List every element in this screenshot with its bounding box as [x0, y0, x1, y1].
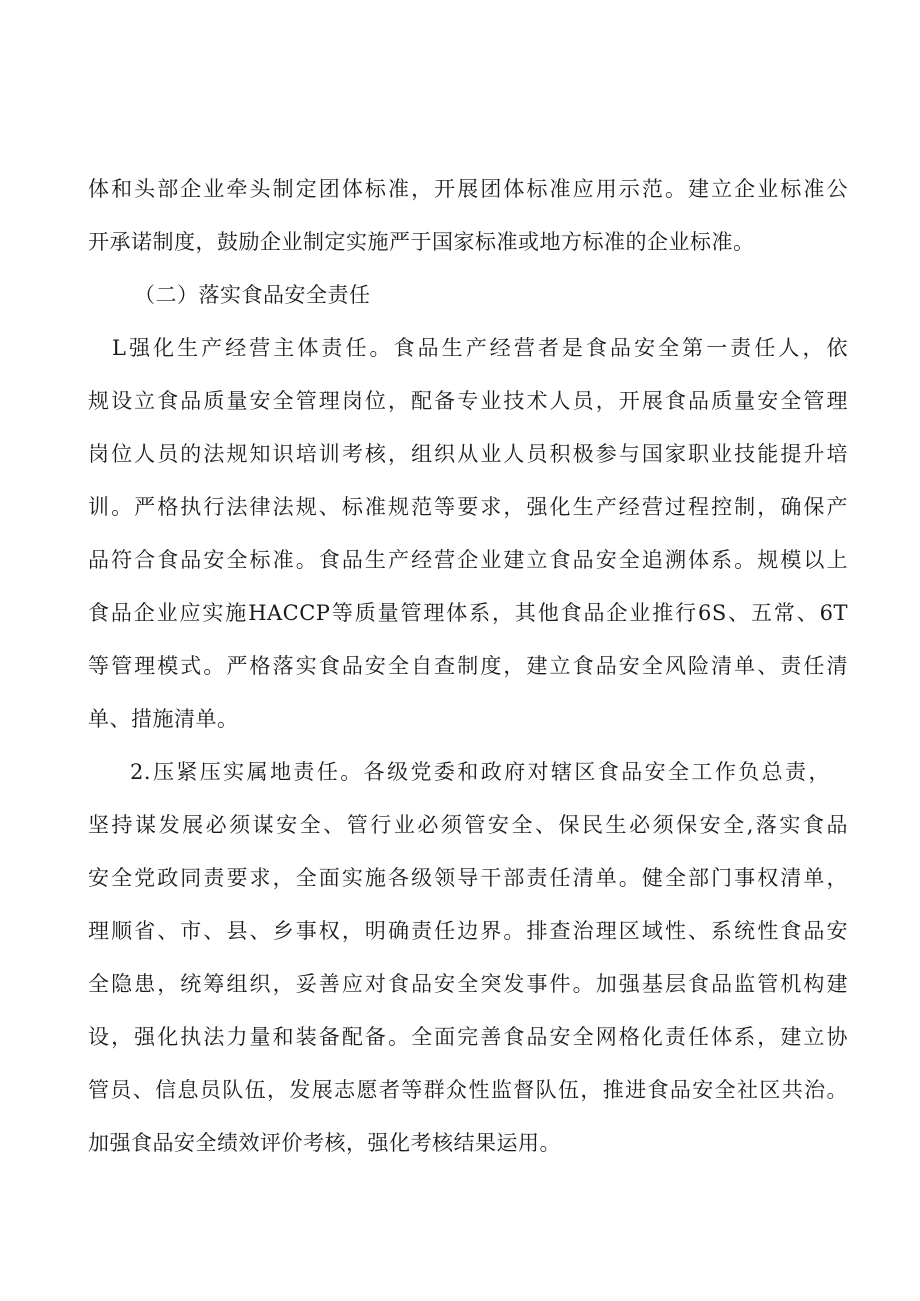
paragraph-3-line-4: 理顺省、市、县、乡事权，明确责任边界。排查治理区域性、系统性食品安 [88, 919, 848, 943]
paragraph-2-line-4: 训。严格执行法律法规、标准规范等要求，强化生产经营过程控制，确保产 [88, 495, 848, 519]
paragraph-2-line-3: 岗位人员的法规知识培训考核，组织从业人员积极参与国家职业技能提升培 [88, 442, 848, 466]
paragraph-3-line-5: 全隐患，统筹组织，妥善应对食品安全突发事件。加强基层食品监管机构建 [88, 972, 848, 996]
paragraph-3-line-2: 坚持谋发展必须谋安全、管行业必须管安全、保民生必须保安全,落实食品 [88, 813, 848, 837]
paragraph-3-line-1: 2.压紧压实属地责任。各级党委和政府对辖区食品安全工作负总责， [130, 760, 830, 784]
paragraph-1-line-2: 开承诺制度，鼓励企业制定实施严于国家标准或地方标准的企业标准。 [88, 230, 755, 254]
paragraph-2-line-6: 食品企业应实施HACCP等质量管理体系，其他食品企业推行6S、五常、6T [88, 601, 848, 625]
section-heading: （二）落实食品安全责任 [134, 283, 371, 307]
paragraph-1-line-1: 体和头部企业牵头制定团体标准，开展团体标准应用示范。建立企业标准公 [88, 177, 848, 201]
paragraph-3-line-6: 设，强化执法力量和装备配备。全面完善食品安全网格化责任体系，建立协 [88, 1025, 848, 1049]
paragraph-3-line-7: 管员、信息员队伍，发展志愿者等群众性监督队伍，推进食品安全社区共治。 [88, 1078, 848, 1102]
paragraph-3-line-3: 安全党政同责要求，全面实施各级领导干部责任清单。健全部门事权清单， [88, 866, 848, 890]
paragraph-2-line-2: 规设立食品质量安全管理岗位，配备专业技术人员，开展食品质量安全管理 [88, 389, 848, 413]
paragraph-2-line-1: L强化生产经营主体责任。食品生产经营者是食品安全第一责任人，依 [112, 336, 848, 360]
paragraph-2-line-7: 等管理模式。严格落实食品安全自查制度，建立食品安全风险清单、责任清 [88, 654, 848, 678]
paragraph-2-line-8: 单、措施清单。 [88, 707, 239, 731]
paragraph-3-line-8: 加强食品安全绩效评价考核，强化考核结果运用。 [88, 1131, 561, 1155]
paragraph-2-line-5: 品符合食品安全标准。食品生产经营企业建立食品安全追溯体系。规模以上 [88, 548, 848, 572]
